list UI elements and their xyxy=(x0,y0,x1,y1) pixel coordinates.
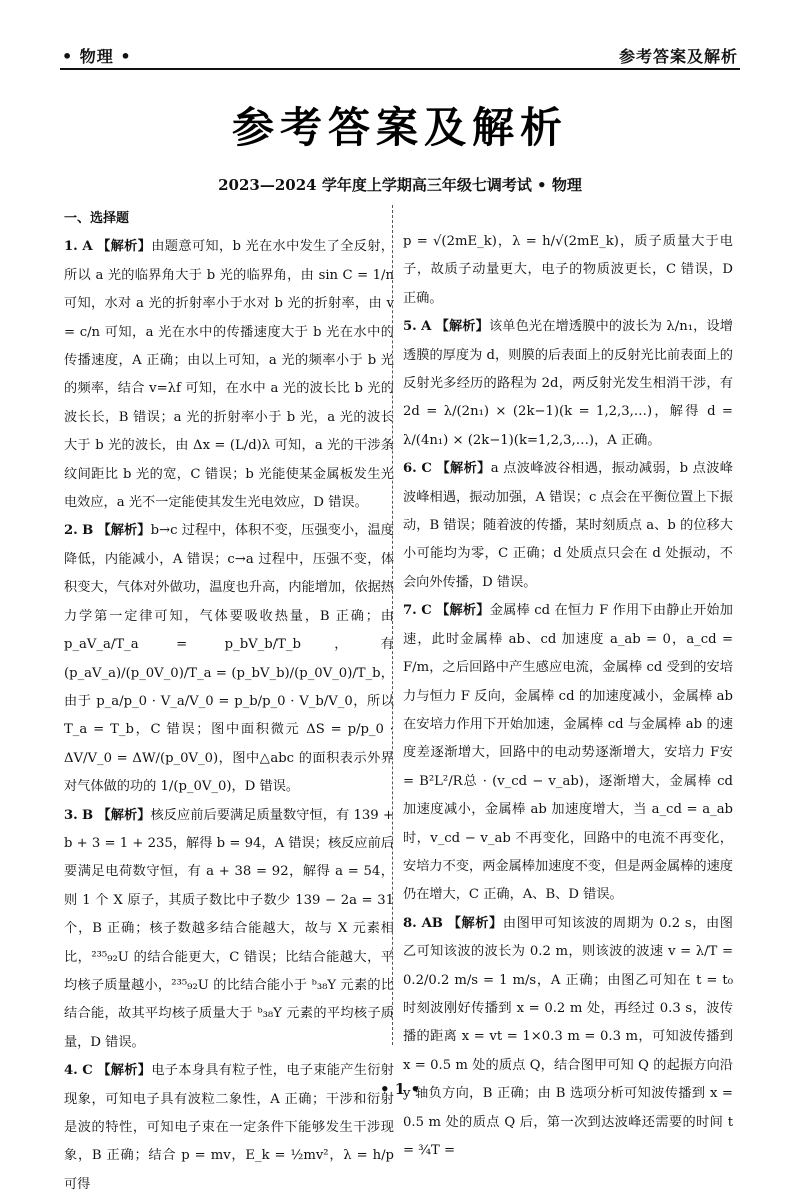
answer-item xyxy=(403,910,733,1166)
left-column xyxy=(64,205,394,1199)
answer-number: 8. xyxy=(403,915,417,931)
page-number: • 1 • xyxy=(379,1080,421,1098)
right-items xyxy=(403,228,733,1165)
answer-explanation: 核反应前后要满足质量数守恒，有 139 + b + 3 = 1 + 235，解得 b = 94，A 错误；核反应前后要满足电荷数守恒，有 a + 38 = 92，解得 a = 54，则 1 个 X 原子，其质子数比中子数少 139 − 2a = 31 个，B 正确；核子数越多结合能越大，故与 X 元素相比，²³⁵₉₂U 的结合能更大，C 错误；比结合能越大，平均核子质量越小，²³⁵₉₂U 的比结合能小于 ᵇ₃₈Y 元素的比结合能，故其平均核子质量大于 ᵇ₃₈Y 元素的平均核子质量，D 错误。 xyxy=(64,807,394,1050)
answer-number: 5. xyxy=(403,319,417,335)
section-heading: 一、选择题 xyxy=(64,211,130,226)
analysis-tag: 【解析】 xyxy=(97,523,151,539)
analysis-tag: 【解析】 xyxy=(97,1063,152,1079)
answer-item xyxy=(64,802,394,1058)
answer-explanation: 该单色光在增透膜中的波长为 λ/n₁，设增透膜的厚度为 d，则膜的后表面上的反射光比前表面上的反射光多经历的路程为 2d，两反射光发生相消干涉，有 2d = λ/(2n₁) × (2k−1)(k = 1,2,3,…)，解得 d = λ/(4n₁) × (2k−1)(k=1,2,3,…)，A 正确。 xyxy=(403,319,733,448)
answer-choice: B xyxy=(82,523,94,539)
answer-choice: C xyxy=(82,1063,93,1079)
exam-subtitle: 2023—2024 学年度上学期高三年级七调考试 • 物理 xyxy=(218,176,582,194)
answer-choice: A xyxy=(421,319,432,335)
answer-explanation: 由图甲可知该波的周期为 0.2 s，由图乙可知该波的波长为 0.2 m，则该波的波速 v = λ/T = 0.2/0.2 m/s = 1 m/s，A 正确；由图乙可知在 t = t₀ 时刻波刚好传播到 x = 0.2 m 处，再经过 0.3 s，波传播的距离 x = vt = 1×0.3 m = 0.3 m，可知波传播到 x = 0.5 m 处的质点 Q，结合图甲可知 Q 的起振方向沿 y 轴负方向，B 正确；由 B 选项分析可知波传播到 x = 0.5 m 处的质点 Q 后，第一次到达波峰还需要的时间 t = ¾T = xyxy=(403,915,733,1158)
answer-explanation: 由题意可知，b 光在水中发生了全反射，所以 a 光的临界角大于 b 光的临界角，由 sin C = 1/n 可知，水对 a 光的折射率小于水对 b 光的折射率，由 v = c/n 可知，a 光在水中的传播速度大于 b 光在水中的传播速度，A 正确；由以上可知，a 光的频率小于 b 光的频率，结合 v=λf 可知，在水中 a 光的波长比 b 光的波长长，B 错误；a 光的折射率小于 b 光，a 光的波长大于 b 光的波长，由 Δx = (L/d)λ 可知，a 光的干涉条纹间距比 b 光的宽，C 错误；b 光能使某金属板发生光电效应，a 光不一定能使其发生光电效应，D 错误。 xyxy=(64,239,394,511)
answer-item xyxy=(64,233,394,517)
answer-explanation: 金属棒 cd 在恒力 F 作用下由静止开始加速，此时金属棒 ab、cd 加速度 a_ab = 0，a_cd = F/m，之后回路中产生感应电流，金属棒 cd 受到的安培力与恒力 F 反向，金属棒 cd 的加速度减小，金属棒 ab 在安培力作用下开始加速，金属棒 cd 与金属棒 ab 的速度差逐渐增大，回路中的电动势逐渐增大，安培力 F安 = B²L²/R总 · (v_cd − v_ab)，逐渐增大，金属棒 cd 加速度减小，金属棒 ab 加速度增大，当 a_cd = a_ab 时，v_cd − v_ab 不再变化，回路中的电流不再变化，安培力不变，两金属棒加速度不变，但是两金属棒的速度仍在增大，C 正确，A、B、D 错误。 xyxy=(403,603,733,903)
answer-number: 7. xyxy=(403,603,417,619)
analysis-tag: 【解析】 xyxy=(97,239,152,255)
answer-number: 1. xyxy=(64,239,78,255)
answer-explanation: a 点波峰波谷相遇，振动减弱，b 点波峰波峰相遇，振动加强，A 错误；c 点会在平衡位置上下振动，B 错误；随着波的传播，某时刻质点 a、b 的位移大小可能均为零，C 正确；d 处质点只会在 d 处振动，不会向外传播，D 错误。 xyxy=(403,461,733,590)
page-header xyxy=(60,38,740,70)
analysis-tag: 【解析】 xyxy=(97,807,151,823)
answer-item xyxy=(403,597,733,909)
header-section-title: 参考答案及解析 xyxy=(618,47,738,66)
left-items xyxy=(64,233,394,1199)
analysis-tag: 【解析】 xyxy=(436,461,491,477)
answer-item xyxy=(403,455,733,597)
answer-item xyxy=(64,517,394,801)
answer-choice: A xyxy=(82,239,93,255)
answer-item xyxy=(403,313,733,455)
answer-explanation: b→c 过程中，体积不变，压强变小，温度降低，内能减小，A 错误；c→a 过程中，压强不变，体积变大，气体对外做功，温度也升高，内能增加，依据热力学第一定律可知，气体要吸收热量，B 正确；由 p_aV_a/T_a = p_bV_b/T_b，有 (p_aV_a)/(p_0V_0)/T_a = (p_bV_b)/(p_0V_0)/T_b，由于 p_a/p_0 · V_a/V_0 = p_b/p_0 · V_b/V_0，所以 T_a = T_b，C 错误；图中面积微元 ΔS = p/p_0 · ΔV/V_0 = ΔW/(p_0V_0)，图中△abc 的面积表示外界对气体做的功的 1/(p_0V_0)，D 错误。 xyxy=(64,523,394,795)
answer-item xyxy=(64,1057,394,1199)
answer-explanation: 电子本身具有粒子性，电子束能产生衍射现象，可知电子具有波粒二象性，A 正确；干涉和衍射是波的特性，可知电子束在一定条件下能够发生干涉现象，B 正确；结合 p = mv，E_k = ½mv²，λ = h/p 可得 xyxy=(64,1063,394,1192)
answer-choice: AB xyxy=(421,915,443,931)
answer-number: 3. xyxy=(64,807,78,823)
subject-label: • 物理 • xyxy=(62,47,132,66)
page-title: 参考答案及解析 xyxy=(231,103,568,152)
answer-explanation: p = √(2mE_k)，λ = h/√(2mE_k)，质子质量大于电子，故质子动量更大，电子的物质波更长，C 错误，D 正确。 xyxy=(403,234,733,306)
answer-number: 2. xyxy=(64,523,78,539)
answer-choice: C xyxy=(421,461,432,477)
answer-choice: B xyxy=(82,807,94,823)
analysis-tag: 【解析】 xyxy=(447,915,503,931)
right-column xyxy=(403,228,733,1165)
analysis-tag: 【解析】 xyxy=(436,603,490,619)
column-divider xyxy=(392,205,393,1045)
answer-number: 6. xyxy=(403,461,417,477)
answer-item xyxy=(403,228,733,313)
answer-number: 4. xyxy=(64,1063,78,1079)
analysis-tag: 【解析】 xyxy=(435,319,489,335)
answer-choice: C xyxy=(421,603,432,619)
